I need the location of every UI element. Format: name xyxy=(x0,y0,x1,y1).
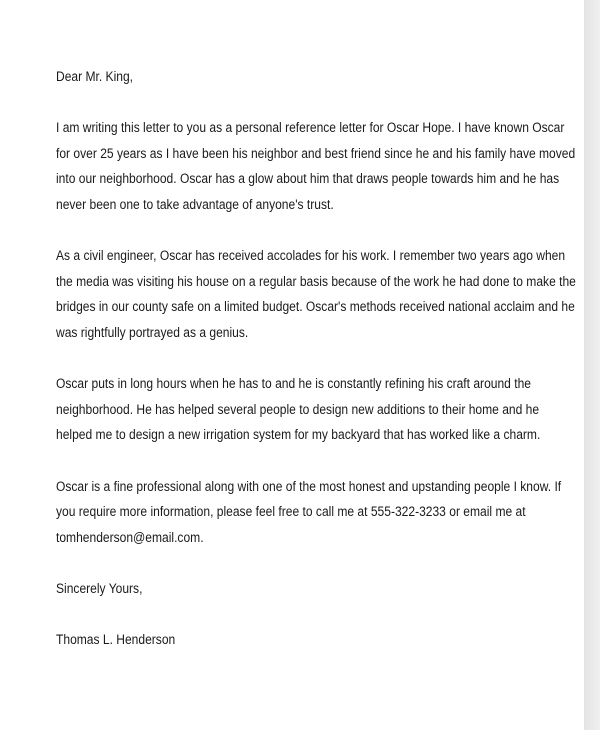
paragraph-1 xyxy=(56,115,576,217)
text-line: As a civil engineer, Oscar has received accolades for his work. I remember two years ago when xyxy=(56,248,566,264)
text-line: Oscar is a fine professional along with one of the most honest and upstanding people I know. If xyxy=(56,478,562,494)
closing-block xyxy=(56,576,560,602)
text-line: never been one to take advantage of anyone's trust. xyxy=(56,196,334,212)
paragraph-4 xyxy=(56,474,560,551)
text-line: helped me to design a new irrigation system for my backyard that has worked like a charm. xyxy=(56,427,541,443)
letter-body xyxy=(56,64,576,653)
text-line: Oscar puts in long hours when he has to and he is constantly refining his craft around the xyxy=(56,376,531,392)
salutation-block xyxy=(56,64,560,90)
salutation: Dear Mr. King, xyxy=(56,69,134,84)
text-line: bridges in our county safe on a limited budget. Oscar's methods received national acclaim and he xyxy=(56,299,575,315)
paragraph-3 xyxy=(56,371,560,448)
text-line: neighborhood. He has helped several people to design new additions to their home and he xyxy=(56,401,540,417)
text-line: into our neighborhood. Oscar has a glow about him that draws people towards him and he has xyxy=(56,171,560,187)
paragraph-2 xyxy=(56,243,576,345)
signature: Thomas L. Henderson xyxy=(56,632,176,648)
text-line: tomhenderson@email.com. xyxy=(56,529,204,545)
text-line: for over 25 years as I have been his neighbor and best friend since he and his family have moved xyxy=(56,145,576,161)
text-line: I am writing this letter to you as a personal reference letter for Oscar Hope. I have known Oscar xyxy=(56,120,565,136)
text-line: was rightfully portrayed as a genius. xyxy=(56,324,249,340)
text-line: you require more information, please feel free to call me at 555-322-3233 or email me at xyxy=(56,504,526,520)
text-line: the media was visiting his house on a regular basis because of the work he had done to make the xyxy=(56,273,576,289)
closing: Sincerely Yours, xyxy=(56,580,143,596)
page-edge xyxy=(584,0,600,730)
signature-block xyxy=(56,627,560,653)
